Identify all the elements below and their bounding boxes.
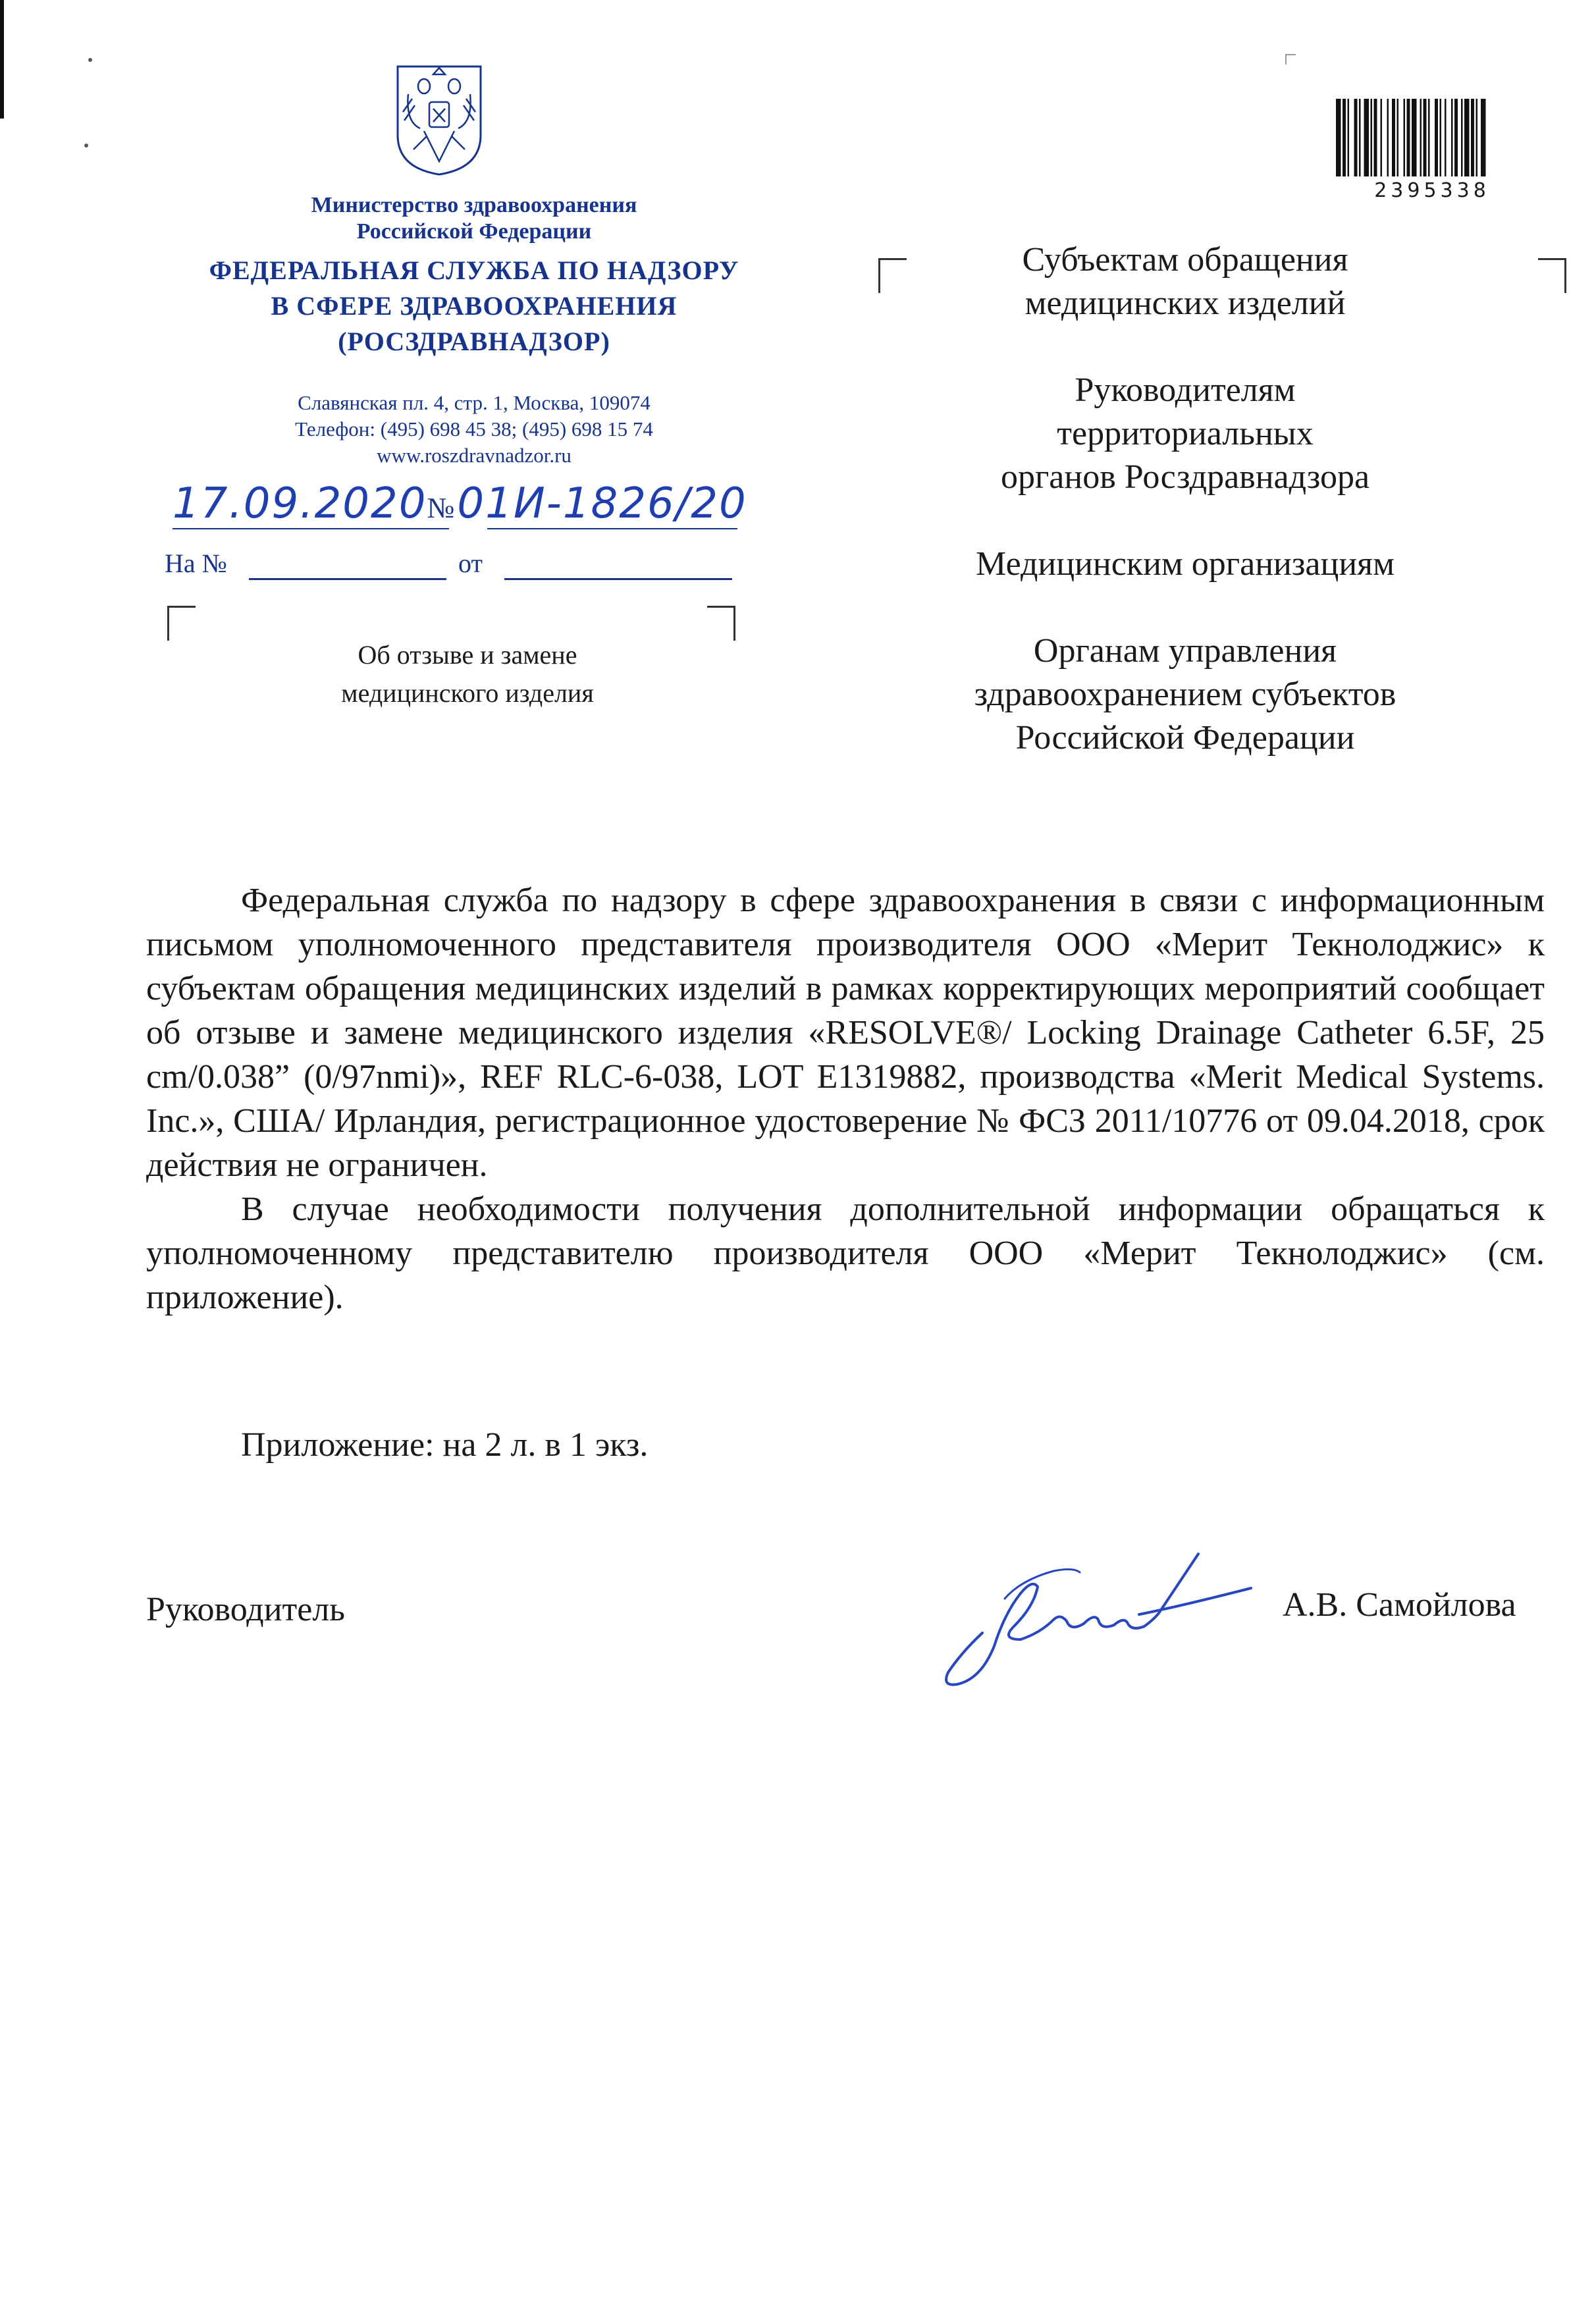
- barcode-bar: [1343, 99, 1346, 176]
- ref-number-label: На №: [165, 548, 227, 578]
- barcode-bar: [1348, 99, 1350, 176]
- letter-subject: [171, 636, 764, 712]
- ministry-line: Российской Федерации: [356, 219, 592, 244]
- ref-from-label: от: [458, 548, 483, 578]
- service-line: (РОСЗДРАВНАДЗОР): [338, 327, 610, 356]
- barcode-bar: [1451, 99, 1453, 176]
- barcode-bar: [1381, 99, 1383, 176]
- handwritten-signature: [922, 1514, 1264, 1699]
- ref-number-line: [249, 578, 446, 580]
- addressee-group: [882, 238, 1488, 325]
- addressee-line: Руководителям: [1075, 371, 1296, 409]
- barcode-bar: [1412, 99, 1417, 176]
- corner-mark: [1285, 54, 1296, 65]
- barcode-bar: [1440, 99, 1442, 176]
- addressee-line: Российской Федерации: [1015, 719, 1355, 757]
- scan-speck: [88, 58, 92, 62]
- ministry-line: Министерство здравоохранения: [311, 193, 637, 217]
- barcode-bar: [1387, 99, 1389, 176]
- subject-line: медицинского изделия: [341, 678, 594, 708]
- registration-number: 01И-1826/20: [457, 479, 747, 528]
- barcode-bar: [1404, 99, 1406, 176]
- address-line: Телефон: (495) 698 45 38; (495) 698 15 74: [295, 417, 653, 440]
- barcode-bar: [1454, 99, 1458, 176]
- date-underline: [173, 528, 449, 529]
- body-paragraph: В случае необходимости получения дополнительной информации обращаться к уполномоченному представителю производителя ООО «Мерит Текнолоджис» (см. приложение).: [146, 1190, 1545, 1316]
- addressee-group: [882, 629, 1488, 760]
- barcode-number: 2395338: [1374, 179, 1490, 202]
- addressee-group: [882, 543, 1488, 586]
- ministry-name: [125, 192, 823, 245]
- barcode-bar: [1359, 99, 1361, 176]
- barcode-bar: [1392, 99, 1395, 176]
- addressee-line: медицинских изделий: [1024, 284, 1346, 322]
- letter-body: [146, 878, 1545, 1319]
- addressee-bracket-right: [1538, 258, 1566, 293]
- barcode-bar: [1464, 99, 1470, 176]
- website-line: www.roszdravnadzor.ru: [377, 444, 572, 467]
- barcode-bar: [1435, 99, 1438, 176]
- barcode-bar: [1354, 99, 1358, 176]
- addressee-line: органов Росздравнадзора: [1000, 458, 1370, 496]
- barcode-bar: [1371, 99, 1373, 176]
- address-line: Славянская пл. 4, стр. 1, Москва, 109074: [298, 391, 651, 414]
- barcode-bar: [1336, 99, 1341, 176]
- registration-no-sign: №: [427, 492, 455, 524]
- addressee-line: Медицинским организациям: [976, 545, 1395, 583]
- registration-line: [173, 479, 747, 528]
- ref-date-line: [504, 578, 732, 580]
- addressee-line: здравоохранением субъектов: [974, 676, 1396, 713]
- scan-edge: [0, 0, 4, 119]
- barcode-bar: [1461, 99, 1463, 176]
- barcode-bar: [1428, 99, 1430, 176]
- addressee-line: Органам управления: [1033, 632, 1337, 670]
- barcode-bar: [1423, 99, 1427, 176]
- number-underline: [487, 528, 737, 529]
- barcode-bar: [1445, 99, 1447, 176]
- scan-speck: [84, 144, 88, 147]
- addressee-line: Субъектам обращения: [1022, 241, 1348, 279]
- subject-line: Об отзыве и замене: [358, 640, 577, 670]
- barcode-bar: [1364, 99, 1370, 176]
- addressee-line: территориальных: [1057, 415, 1314, 452]
- barcode-bar: [1471, 99, 1474, 176]
- barcode-bar: [1397, 99, 1399, 176]
- addressee-list: [882, 238, 1488, 760]
- barcode-bar: [1374, 99, 1377, 176]
- signatory-role: Руководитель: [146, 1591, 345, 1628]
- attachment-note: Приложение: на 2 л. в 1 экз.: [241, 1426, 649, 1464]
- body-paragraph: Федеральная служба по надзору в сфере здравоохранения в связи с информационным письмом уполномоченного представителя производителя ООО «Мерит Текнолоджис» к субъектам обращения медицинских изделий в рамках корректирующих мероприятий сообщает об отзыве и замене медицинского изделия «RESOLVE®/ Locking Drainage Catheter 6.5F, 25 cm/0.038” (0/97nmi)», REF RLC-6-038, LOT E1319882, производства «Merit Medical Systems. Inc.», США/ Ирландия, регистрационное удостоверение № ФСЗ 2011/10776 от 09.04.2018, срок действия не ограничен.: [146, 882, 1545, 1184]
- service-line: В СФЕРЕ ЗДРАВООХРАНЕНИЯ: [271, 291, 678, 321]
- barcode-bar: [1481, 99, 1486, 176]
- barcode-icon: [1333, 99, 1531, 176]
- service-address: [125, 390, 823, 469]
- coat-of-arms-icon: [394, 63, 485, 178]
- barcode-bar: [1420, 99, 1422, 176]
- service-line: ФЕДЕРАЛЬНАЯ СЛУЖБА ПО НАДЗОРУ: [209, 255, 739, 285]
- addressee-group: [882, 369, 1488, 499]
- registration-date: 17.09.2020: [173, 479, 427, 528]
- barcode-bar: [1476, 99, 1478, 176]
- signatory-name: А.В. Самойлова: [1283, 1586, 1516, 1624]
- service-name: [125, 253, 823, 360]
- barcode-bar: [1407, 99, 1410, 176]
